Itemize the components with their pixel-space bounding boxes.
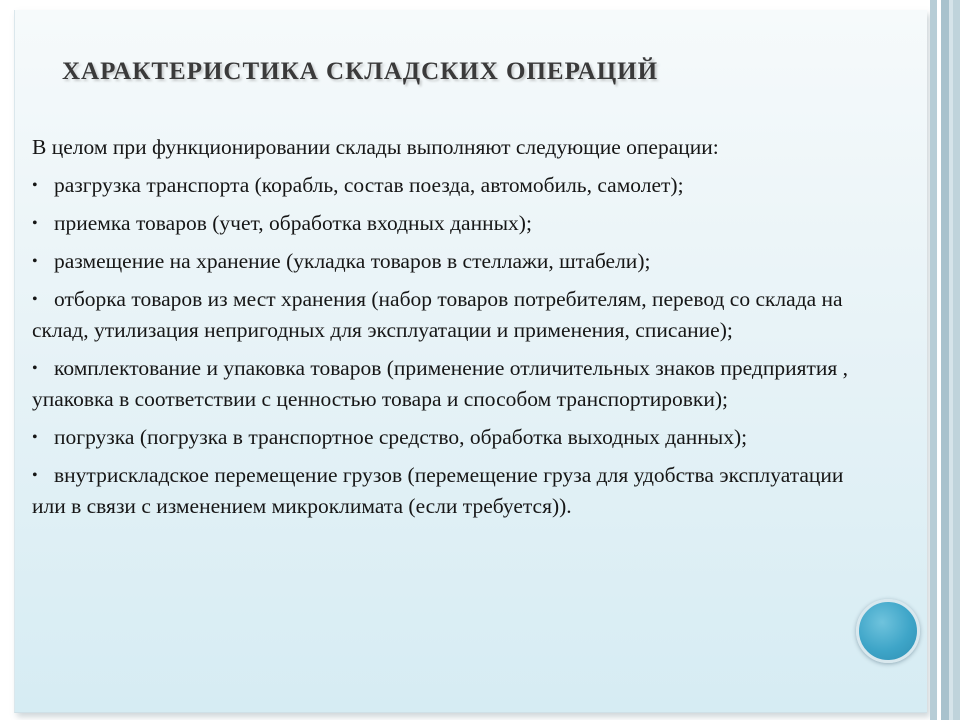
list-item bbox=[32, 284, 872, 346]
list-item-text: комплектование и упаковка товаров (применение отличительных знаков предприятия , упаковка в соответствии с ценностью товара и способом транспортировки); bbox=[32, 356, 849, 411]
list-item-text: разгрузка транспорта (корабль, состав поезда, автомобиль, самолет); bbox=[54, 173, 684, 197]
bullet-icon: • bbox=[32, 177, 38, 194]
list-item bbox=[32, 353, 872, 415]
list-item bbox=[32, 460, 872, 522]
bullet-icon: • bbox=[32, 253, 38, 270]
list-item-text: отборка товаров из мест хранения (набор товаров потребителям, перевод со склада на склад, утилизация непригодных для эксплуатации и применения, списание); bbox=[32, 287, 843, 342]
decorative-circle-icon bbox=[856, 599, 920, 663]
bullet-icon: • bbox=[32, 429, 38, 446]
list-item bbox=[32, 246, 872, 277]
slide-title: ХАРАКТЕРИСТИКА СКЛАДСКИХ ОПЕРАЦИЙ bbox=[62, 58, 659, 85]
operations-list bbox=[32, 170, 872, 522]
bullet-icon: • bbox=[32, 467, 38, 484]
list-item-text: погрузка (погрузка в транспортное средство, обработка выходных данных); bbox=[54, 425, 748, 449]
list-item bbox=[32, 208, 872, 239]
list-item-text: приемка товаров (учет, обработка входных данных); bbox=[54, 211, 532, 235]
list-item-text: внутрискладское перемещение грузов (перемещение груза для удобства эксплуатации или в связи с изменением микроклимата (если требуется)). bbox=[32, 463, 844, 518]
slide-body bbox=[32, 132, 872, 529]
decorative-stripe bbox=[953, 0, 960, 720]
list-item bbox=[32, 170, 872, 201]
decorative-stripe bbox=[941, 0, 949, 720]
bullet-icon: • bbox=[32, 215, 38, 232]
list-item-text: размещение на хранение (укладка товаров в стеллажи, штабели); bbox=[54, 249, 651, 273]
intro-paragraph: В целом при функционировании склады выполняют следующие операции: bbox=[32, 135, 719, 159]
decorative-stripe bbox=[930, 0, 937, 720]
list-item bbox=[32, 422, 872, 453]
bullet-icon: • bbox=[32, 291, 38, 308]
bullet-icon: • bbox=[32, 360, 38, 377]
